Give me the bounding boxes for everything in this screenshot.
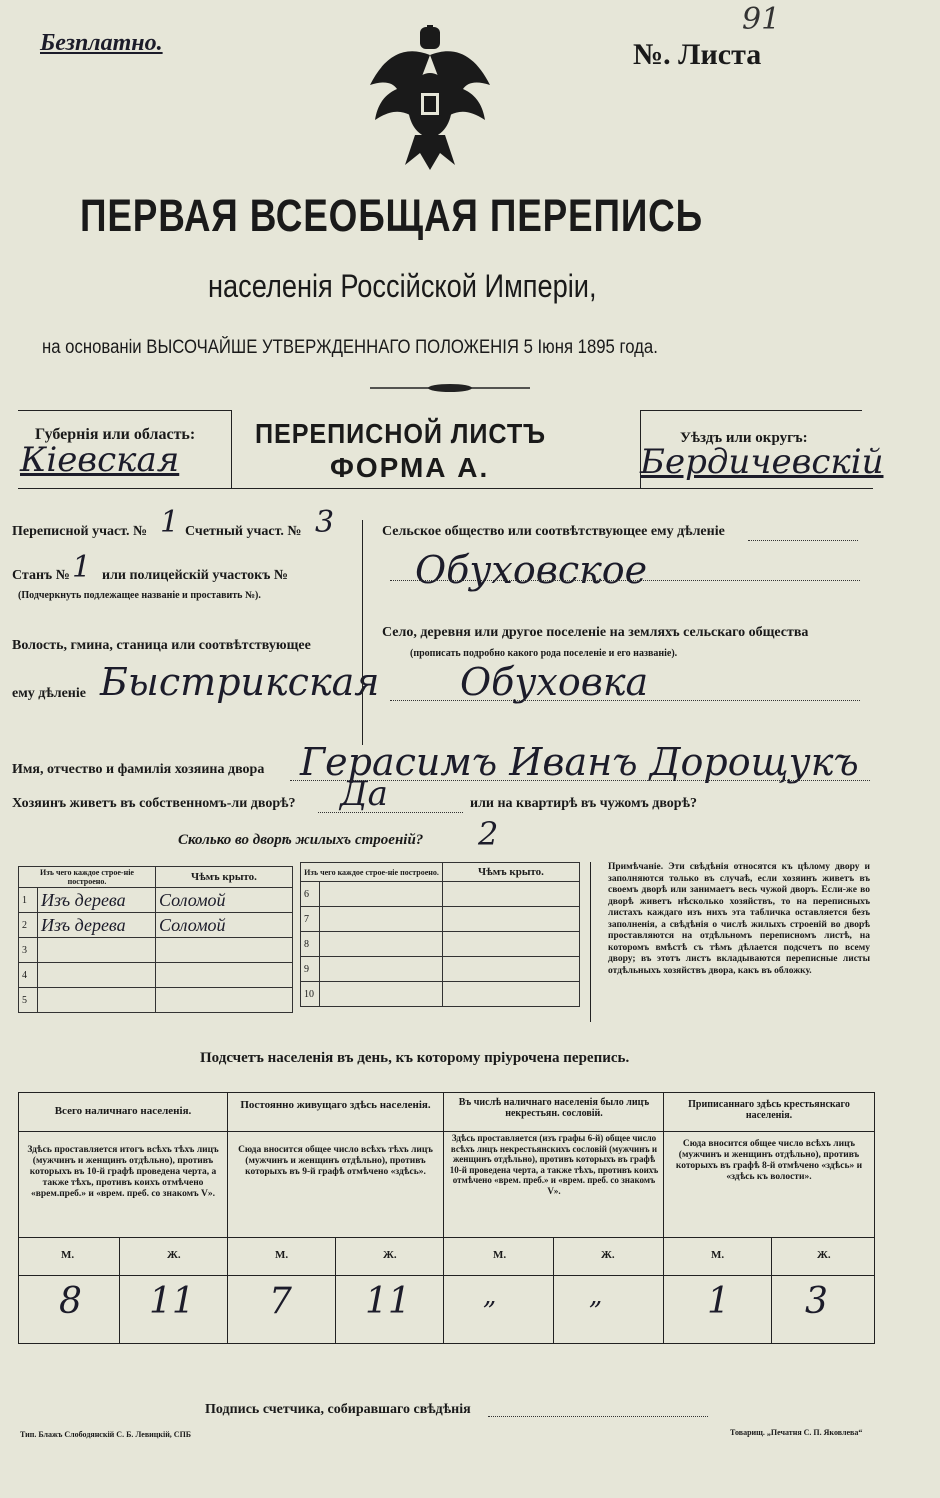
female-label: Ж. bbox=[817, 1249, 831, 1261]
village-value: Обуховка bbox=[460, 660, 649, 704]
volost-label: Волость, гмина, станица или соотвѣтствующее bbox=[12, 638, 311, 653]
female-label: Ж. bbox=[601, 1249, 615, 1261]
table-row: 2 Изъ дерева Соломой bbox=[19, 913, 293, 938]
ornament-divider bbox=[370, 382, 530, 394]
imperial-eagle-emblem bbox=[365, 25, 495, 175]
signature-label: Подпись счетчика, собиравшаго свѣдѣнія bbox=[205, 1402, 471, 1417]
count-value-female: 11 bbox=[365, 1281, 411, 1322]
female-label: Ж. bbox=[383, 1249, 397, 1261]
count-value-male: 7 bbox=[269, 1281, 292, 1322]
district-value: Бердичевскій bbox=[640, 442, 884, 482]
stan-label: Станъ № bbox=[12, 568, 70, 583]
form-subtitle: ФОРМА А. bbox=[330, 452, 490, 483]
legal-basis: на основаніи ВЫСОЧАЙШЕ УТВЕРЖДЕННАГО ПОЛОЖЕНІЯ 5 Іюня 1895 года. bbox=[42, 337, 658, 358]
volost-value: Быстрикская bbox=[100, 660, 380, 704]
count-value-male: 1 bbox=[707, 1281, 730, 1322]
table-row: 4 bbox=[19, 963, 293, 988]
table-row: 6 bbox=[301, 882, 580, 907]
census-unit-label: Переписной участ. № bbox=[12, 524, 148, 539]
count-col-head: Всего наличнаго населенія. bbox=[54, 1105, 192, 1117]
male-label: М. bbox=[275, 1249, 289, 1261]
sheet-no-label: №. Листа bbox=[633, 38, 762, 71]
note-text: Эти свѣдѣнія относятся къ цѣлому двору и заполняются только въ случаѣ, если хозяинъ живетъ въ своемъ дворѣ или занимаетъ весь чужой дворъ. Если-же во дворѣ живетъ нѣсколько хозяйствъ, то на переписныхъ листахъ каждаго изъ нихъ эта табличка оставляется безъ заполненія, а свѣдѣнія о числѣ жилыхъ строеній во дворѣ проставляются на отдѣльномъ переписномъ листѣ, на которомъ вмѣстѣ съ тѣмъ дѣлается подсчетъ по всему двору; въ этотъ листъ вкладываются переписные листы отдѣльныхъ хозяйствъ двора, какъ въ обложку. bbox=[608, 862, 871, 976]
society-value: Обуховское bbox=[415, 548, 648, 592]
male-label: М. bbox=[493, 1249, 507, 1261]
own-yard-label: Хозяинъ живетъ въ собственномъ-ли дворѣ? bbox=[12, 796, 296, 811]
buildings-table-left bbox=[18, 866, 293, 1013]
free-label: Безплатно. bbox=[40, 30, 163, 56]
buildings-table-right: Изъ чего каждое строе-ніе построено. Чѣмъ крыто. 6 7 8 9 10 bbox=[300, 862, 580, 1007]
population-count-table bbox=[18, 1092, 875, 1344]
table-row: 5 bbox=[19, 988, 293, 1013]
form-title: ПЕРЕПИСНОЙ ЛИСТЪ bbox=[255, 418, 546, 449]
district-label: Уѣздъ или округъ: bbox=[680, 430, 808, 446]
printer-left: Тип. Блажъ Слободянскій С. Б. Левицкій, СПБ bbox=[20, 1430, 192, 1439]
count-value-female: „ bbox=[589, 1281, 603, 1311]
count-value-female: 3 bbox=[805, 1281, 828, 1322]
village-note: (прописать подробно какого рода поселеніе и его названіе). bbox=[410, 648, 678, 659]
page-title: ПЕРВАЯ ВСЕОБЩАЯ ПЕРЕПИСЬ bbox=[80, 190, 703, 241]
count-col-desc: Сюда вносится общее число всѣхъ лицъ (мужчинъ и женщинъ отдѣльно), противъ которыхъ въ графѣ 8-й отмѣчено «здѣсь» и «здѣсь къ волости». bbox=[675, 1139, 863, 1182]
owner-label: Имя, отчество и фамилія хозяина двора bbox=[12, 762, 265, 777]
count-col-desc: Здѣсь проставляется (изъ графы 6-й) общее число всѣхъ лицъ некрестьянскихъ сословій (мужчинъ и женщинъ отдѣльно), противъ которыхъ въ графѣ 10-й проведена черта, а также тѣхъ, противъ коихъ отмѣчено «врем. преб.» и «врем. преб. со знакомъ V». bbox=[449, 1133, 659, 1196]
buildings-label: Сколько во дворѣ жилыхъ строеній? bbox=[178, 832, 424, 848]
stan-note: (Подчеркнуть подлежащее названіе и проставить №). bbox=[18, 590, 261, 601]
buildings-col-roof: Чѣмъ крыто. bbox=[156, 867, 293, 888]
table-row: 8 bbox=[301, 932, 580, 957]
table-row: 7 bbox=[301, 907, 580, 932]
count-value-female: 11 bbox=[149, 1281, 195, 1322]
table-row: 9 bbox=[301, 957, 580, 982]
count-value-male: „ bbox=[483, 1281, 497, 1311]
own-yard-value: Да bbox=[340, 774, 388, 814]
sheet-no-value: 91 bbox=[742, 2, 781, 37]
province-label: Губернія или область: bbox=[35, 426, 196, 443]
village-label: Село, деревня или другое поселеніе на земляхъ сельскаго общества bbox=[382, 625, 809, 640]
count-title: Подсчетъ населенія въ день, къ которому пріурочена перепись. bbox=[200, 1050, 630, 1066]
male-label: М. bbox=[711, 1249, 725, 1261]
buildings-col-material: Изъ чего каждое строе-ніе построено. bbox=[19, 867, 156, 888]
count-unit-label: Счетный участ. № bbox=[185, 524, 302, 539]
count-col-head: Постоянно живущаго здѣсь населенія. bbox=[240, 1099, 431, 1111]
volost-label-2: ему дѣленіе bbox=[12, 686, 86, 701]
stan-suffix: или полицейскій участокъ № bbox=[102, 568, 288, 583]
table-row: 3 bbox=[19, 938, 293, 963]
rented-label: или на квартирѣ въ чужомъ дворѣ? bbox=[470, 796, 697, 811]
count-col-head: Въ числѣ наличнаго населенія было лицъ некрестьян. сословій. bbox=[458, 1097, 650, 1119]
count-col-head: Приписаннаго здѣсь крестьянскаго населенія. bbox=[688, 1099, 850, 1121]
stan-value: 1 bbox=[72, 550, 92, 585]
count-unit-value: 3 bbox=[315, 505, 335, 540]
province-value: Кіевская bbox=[20, 440, 180, 480]
page-subtitle: населенія Россійской Имперіи, bbox=[208, 268, 597, 304]
female-label: Ж. bbox=[167, 1249, 181, 1261]
count-col-desc: Здѣсь проставляется итогъ всѣхъ тѣхъ лицъ (мужчинъ и женщинъ отдѣльно), противъ которыхъ въ 10-й графѣ проведена черта, а также тѣхъ, противъ коихъ отмѣчено «врем.преб.» и «врем. преб. со знакомъ V». bbox=[27, 1145, 219, 1199]
count-col-desc: Сюда вносится общее число всѣхъ тѣхъ лицъ (мужчинъ и женщинъ отдѣльно), противъ которыхъ въ 9-й графѣ отмѣчено «здѣсь». bbox=[238, 1145, 433, 1177]
count-value-male: 8 bbox=[59, 1281, 82, 1322]
owner-value: Герасимъ Иванъ Дорощукъ bbox=[300, 740, 859, 784]
table-row: 10 bbox=[301, 982, 580, 1007]
table-row: 1 Изъ дерева Соломой bbox=[19, 888, 293, 913]
note-block bbox=[608, 862, 870, 977]
printer-right: Товарищ. „Печатня С. П. Яковлева“ bbox=[730, 1428, 863, 1437]
census-unit-value: 1 bbox=[160, 505, 180, 540]
society-label: Сельское общество или соотвѣтствующее ему дѣленіе bbox=[382, 524, 725, 539]
buildings-value: 2 bbox=[478, 815, 499, 853]
note-lead: Примѣчаніе. bbox=[608, 862, 664, 872]
male-label: М. bbox=[61, 1249, 75, 1261]
